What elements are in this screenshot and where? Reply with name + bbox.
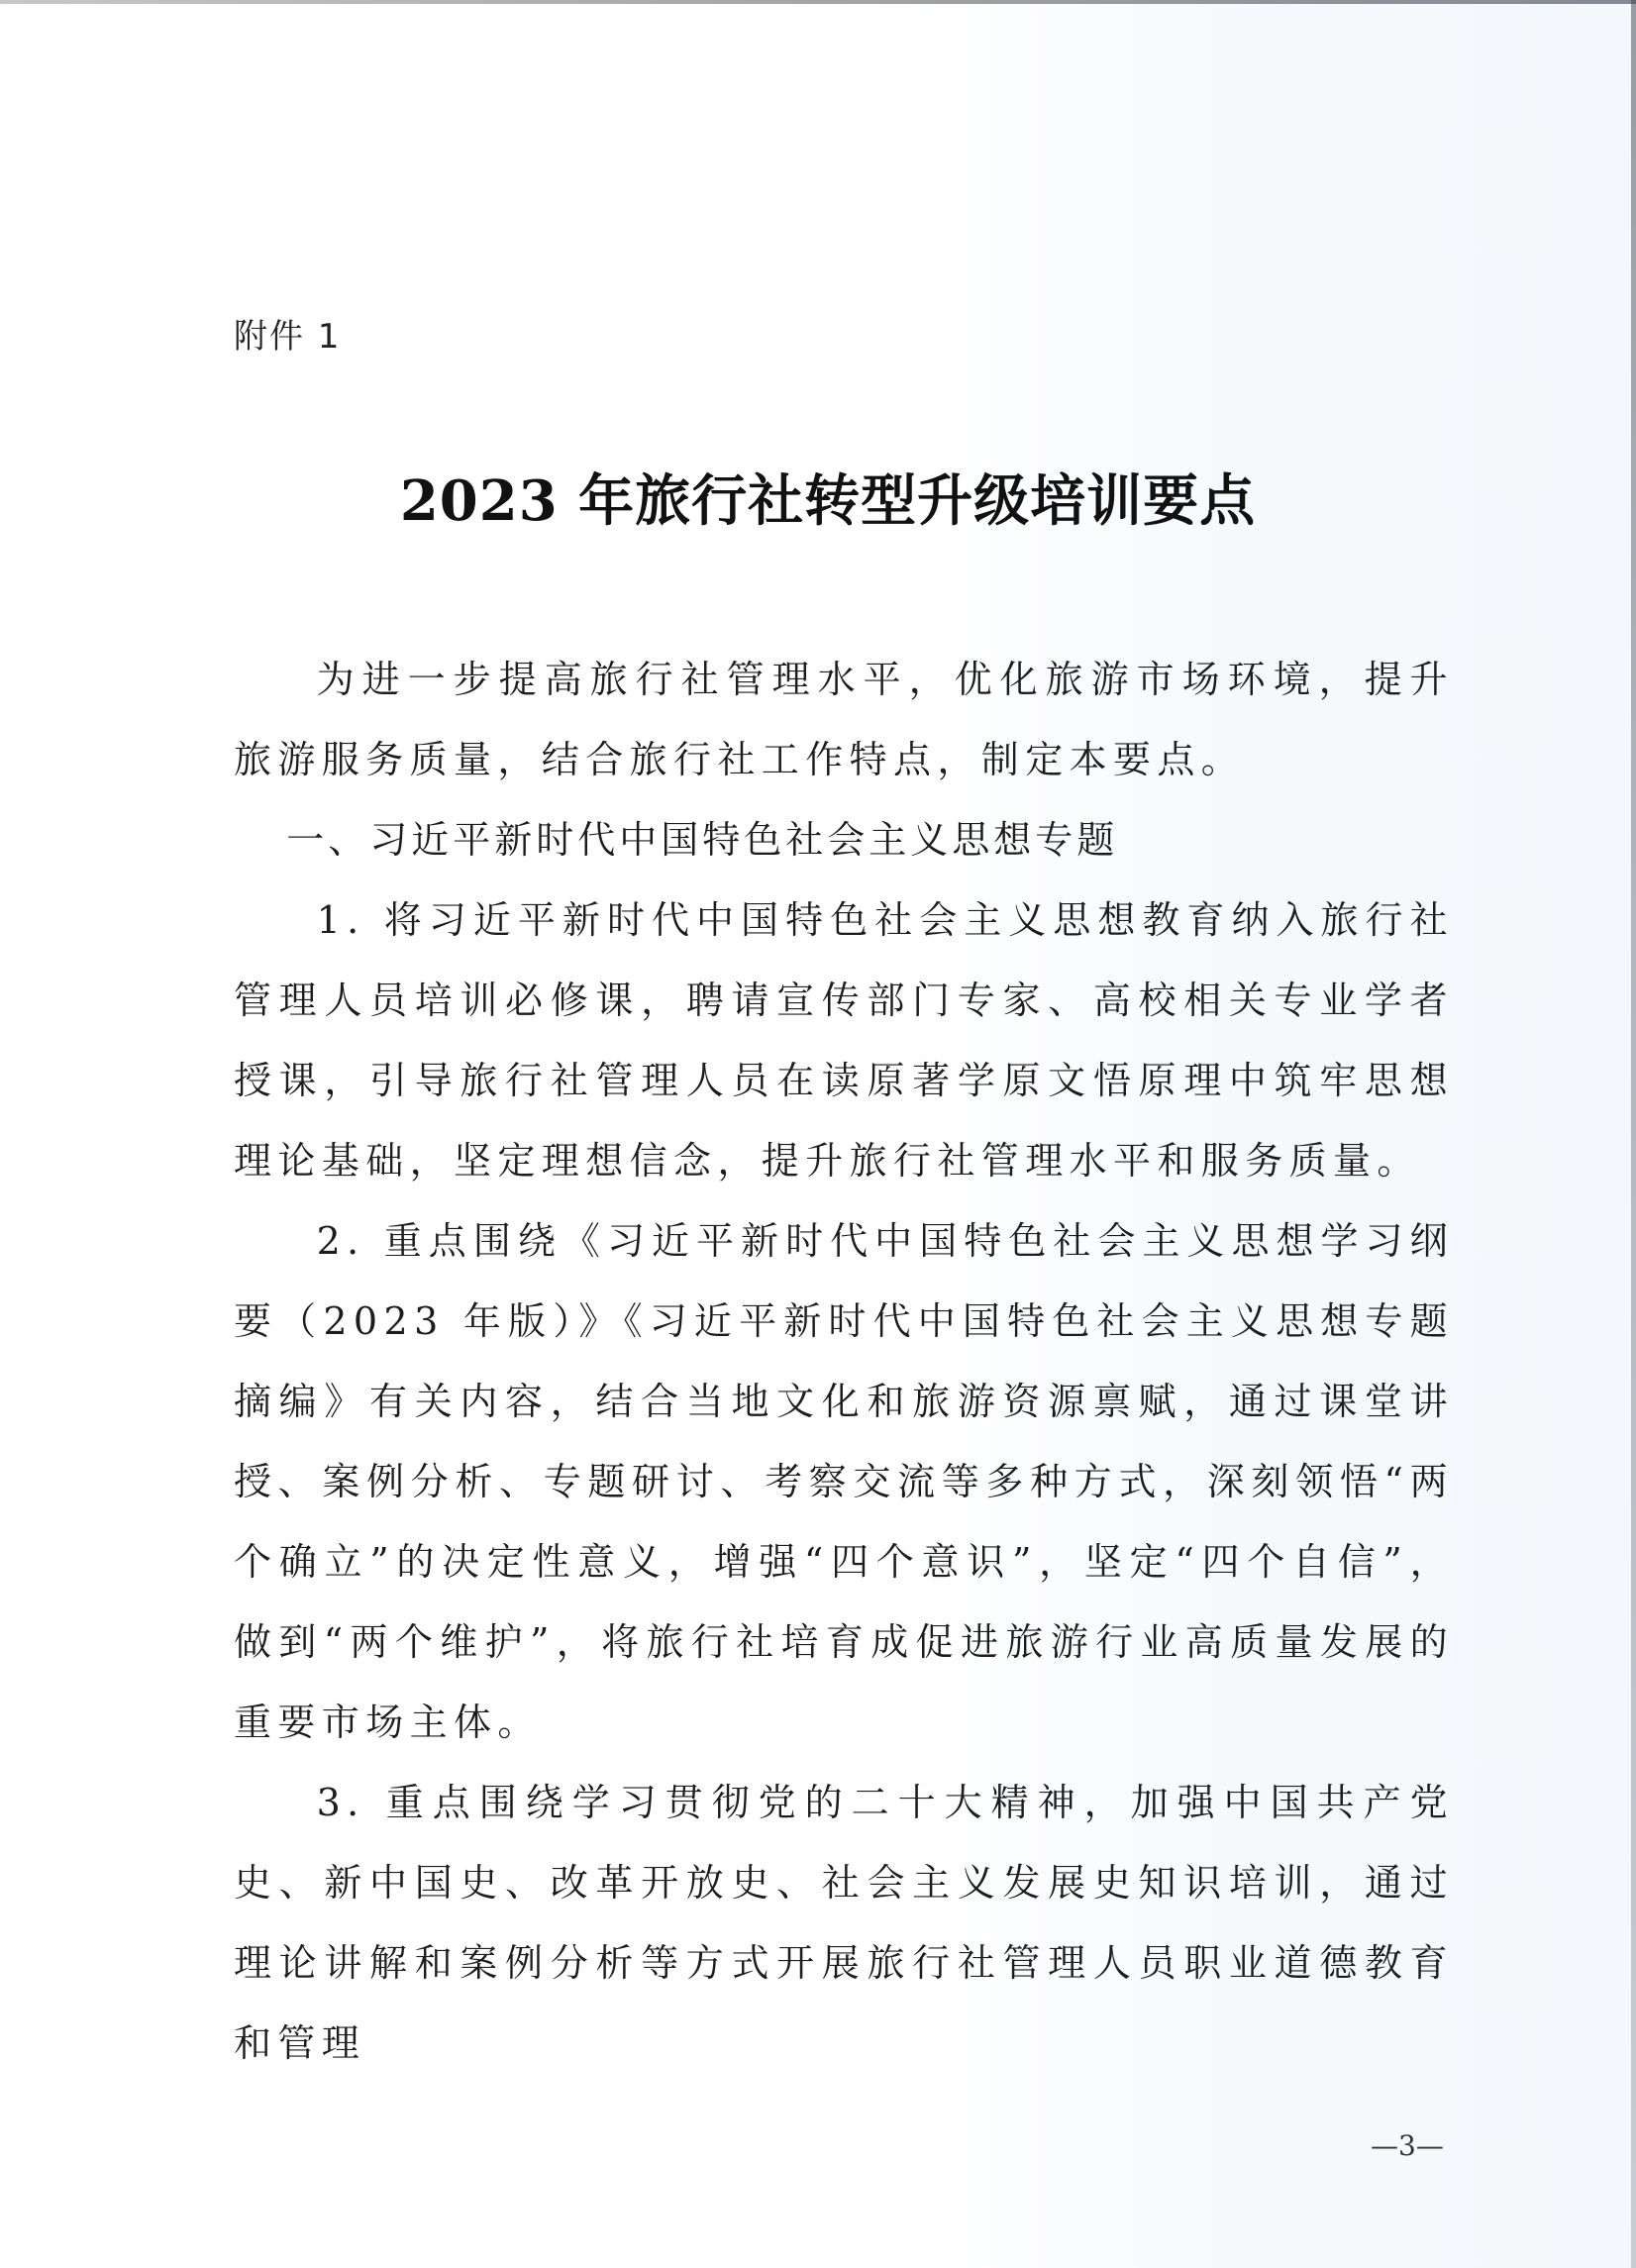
- item-paragraph-1: 1. 将习近平新时代中国特色社会主义思想教育纳入旅行社管理人员培训必修课，聘请宣传部门专家、高校相关专业学者授课，引导旅行社管理人员在读原著学原文悟原理中筑牢思想理论基础，坚定理想信念，提升旅行社管理水平和服务质量。: [234, 898, 1454, 1183]
- attachment-label: 附件 1: [234, 317, 342, 357]
- document-title: 2023 年旅行社转型升级培训要点: [399, 468, 1257, 534]
- scan-edge-right: [1631, 0, 1636, 2268]
- scan-edge-top: [0, 0, 1636, 4]
- intro-paragraph: 为进一步提高旅行社管理水平，优化旅游市场环境，提升旅游服务质量，结合旅行社工作特点，制定本要点。: [234, 658, 1454, 781]
- section-heading-1: 一、习近平新时代中国特色社会主义思想专题: [286, 818, 1119, 862]
- page-number: —3—: [1371, 2129, 1444, 2162]
- item-paragraph-2: 2. 重点围绕《习近平新时代中国特色社会主义思想学习纲要（2023 年版）》《习近平新时代中国特色社会主义思想专题摘编》有关内容，结合当地文化和旅游资源禀赋，通过课堂讲授、案例分析、专题研讨、考察交流等多种方式，深刻领悟“两个确立”的决定性意义，增强“四个意识”，坚定“四个自信”，做到“两个维护”，将旅行社培育成促进旅游行业高质量发展的重要市场主体。: [234, 1219, 1454, 1744]
- item-paragraph-3: 3. 重点围绕学习贯彻党的二十大精神，加强中国共产党史、新中国史、改革开放史、社会主义发展史知识培训，通过理论讲解和案例分析等方式开展旅行社管理人员职业道德教育和管理: [234, 1781, 1454, 2065]
- document-body: [234, 640, 1454, 2084]
